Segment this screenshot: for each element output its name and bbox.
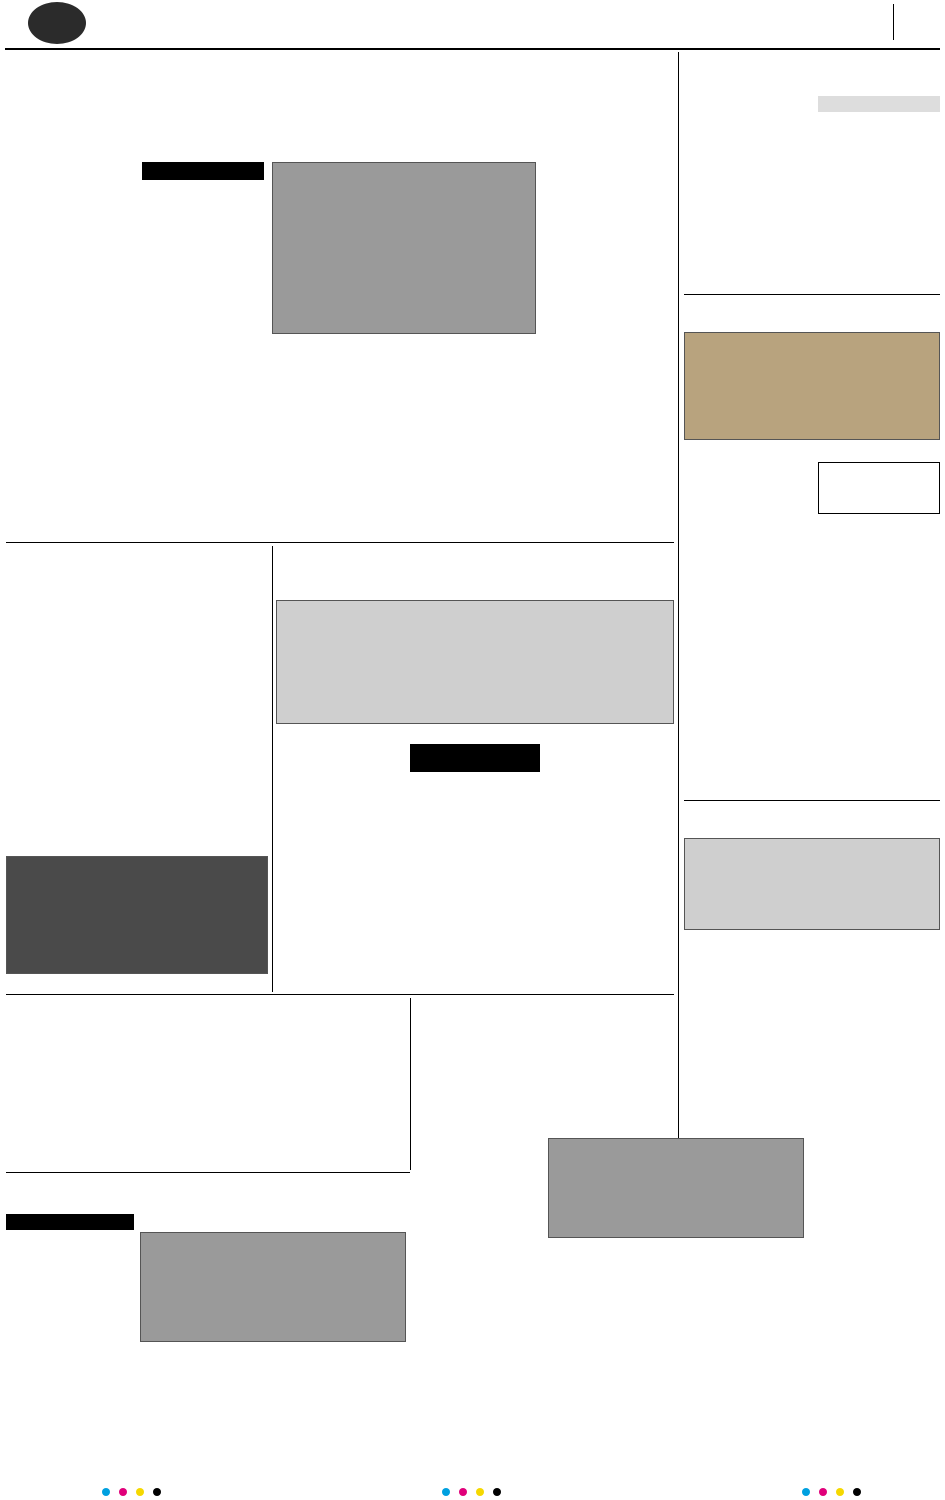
mandi-subhead xyxy=(818,96,940,112)
post-byline xyxy=(414,1034,674,1048)
aids-body-col-4 xyxy=(810,1138,940,1474)
teacher-body-col-2 xyxy=(410,776,540,990)
aids-byline xyxy=(414,1138,542,1152)
theft-body-col-2 xyxy=(140,1050,268,1168)
dhanu-photo xyxy=(140,1232,406,1342)
page-number xyxy=(900,2,940,42)
black-mark xyxy=(493,1488,501,1496)
tribute-headline xyxy=(684,804,940,834)
lead-sidebar-point-1 xyxy=(142,184,264,214)
black-mark xyxy=(153,1488,161,1496)
rain-byline xyxy=(684,466,814,480)
theft-headline xyxy=(6,998,406,1032)
registration-mark-left xyxy=(100,1481,163,1500)
cricket-headline xyxy=(6,546,268,580)
cricket-photo-caption xyxy=(6,976,268,990)
anniversary-emblem xyxy=(28,2,86,44)
rain-photo-caption xyxy=(684,442,940,456)
post-body xyxy=(414,1050,674,1086)
theft-byline xyxy=(6,1034,206,1048)
lead-bottom-rule xyxy=(6,542,674,543)
aids-body-col-1 xyxy=(414,1154,542,1474)
teacher-body-col-1 xyxy=(276,760,404,990)
tribute-body-col-2 xyxy=(816,966,940,1086)
cricket-body-col-1 xyxy=(6,600,134,850)
lead-photo xyxy=(272,162,536,334)
cyan-mark xyxy=(102,1488,110,1496)
dhanu-body-col-2 xyxy=(140,1360,270,1474)
dhanu-byline xyxy=(140,1214,268,1228)
lead-headline xyxy=(6,52,674,152)
tribute-body-col-1 xyxy=(684,966,808,1086)
tribute-photo xyxy=(684,838,940,930)
masthead-rule xyxy=(5,48,940,50)
magenta-mark xyxy=(459,1488,467,1496)
tribute-photo-caption xyxy=(684,932,940,946)
yellow-mark xyxy=(136,1488,144,1496)
rain-photo xyxy=(684,332,940,440)
cricket-byline xyxy=(6,584,268,598)
mandi-bottom-rule xyxy=(684,294,940,295)
cyan-mark xyxy=(802,1488,810,1496)
section-title xyxy=(690,2,890,42)
lead-body-col-1 xyxy=(6,172,134,538)
dhanu-top-rule xyxy=(6,1172,410,1173)
black-mark xyxy=(853,1488,861,1496)
dhanu-photo-caption xyxy=(140,1344,406,1358)
registration-mark-center xyxy=(440,1481,503,1500)
teacher-photo-caption xyxy=(276,726,674,740)
dhanu-sidebar-title xyxy=(6,1214,134,1230)
yellow-mark xyxy=(836,1488,844,1496)
box-story-frame xyxy=(818,462,940,514)
lead-body-col-4 xyxy=(406,354,536,538)
teacher-headline xyxy=(276,546,674,596)
lead-sidebar-title xyxy=(142,162,264,180)
dateline xyxy=(110,6,320,40)
mid-rule xyxy=(6,994,674,995)
registration-mark-right xyxy=(800,1481,863,1500)
aids-body-col-3 xyxy=(680,1258,804,1474)
post-headline xyxy=(414,998,674,1032)
rain-body-col-1 xyxy=(684,484,808,796)
lead-body-col-5 xyxy=(544,162,674,538)
magenta-mark xyxy=(819,1488,827,1496)
dhanu-body-col-3 xyxy=(276,1360,406,1474)
cricket-body-col-2 xyxy=(140,600,268,850)
lead-body-col-2 xyxy=(142,252,264,538)
magenta-mark xyxy=(119,1488,127,1496)
dhanu-body-col-1 xyxy=(6,1234,134,1474)
teacher-sidebar-title xyxy=(410,744,540,772)
aids-headline xyxy=(414,1090,940,1134)
tribute-byline xyxy=(684,950,940,964)
box-story-headline xyxy=(819,463,939,515)
aids-photo-caption xyxy=(548,1240,804,1254)
lead-sidebar-point-2 xyxy=(142,216,264,246)
lead-photo-caption xyxy=(272,336,536,350)
theft-divider xyxy=(410,998,411,1170)
lead-body-col-3 xyxy=(272,354,400,538)
rain-bottom-rule xyxy=(684,800,940,801)
yellow-mark xyxy=(476,1488,484,1496)
theft-body-col-3 xyxy=(274,1050,406,1168)
teacher-byline xyxy=(276,744,404,758)
mandi-headline xyxy=(684,54,940,94)
masthead xyxy=(0,0,945,46)
cyan-mark xyxy=(442,1488,450,1496)
theft-body-col-1 xyxy=(6,1050,134,1168)
aids-body-col-2 xyxy=(548,1258,674,1474)
dhanu-headline xyxy=(6,1176,410,1210)
mandi-body-col-2 xyxy=(816,116,940,292)
teacher-body-col-3 xyxy=(546,744,674,990)
mandi-byline xyxy=(684,96,834,110)
right-column-divider xyxy=(678,52,679,1222)
aids-photo xyxy=(548,1138,804,1238)
box-story-body xyxy=(816,520,940,796)
teacher-photo xyxy=(276,600,674,724)
cricket-divider xyxy=(272,546,273,992)
cricket-photo xyxy=(6,856,268,974)
mandi-body-col-1 xyxy=(684,116,808,292)
rain-headline xyxy=(684,298,940,328)
masthead-divider xyxy=(893,4,894,40)
registration-marks-footer xyxy=(0,1478,945,1496)
lead-byline xyxy=(6,156,134,170)
